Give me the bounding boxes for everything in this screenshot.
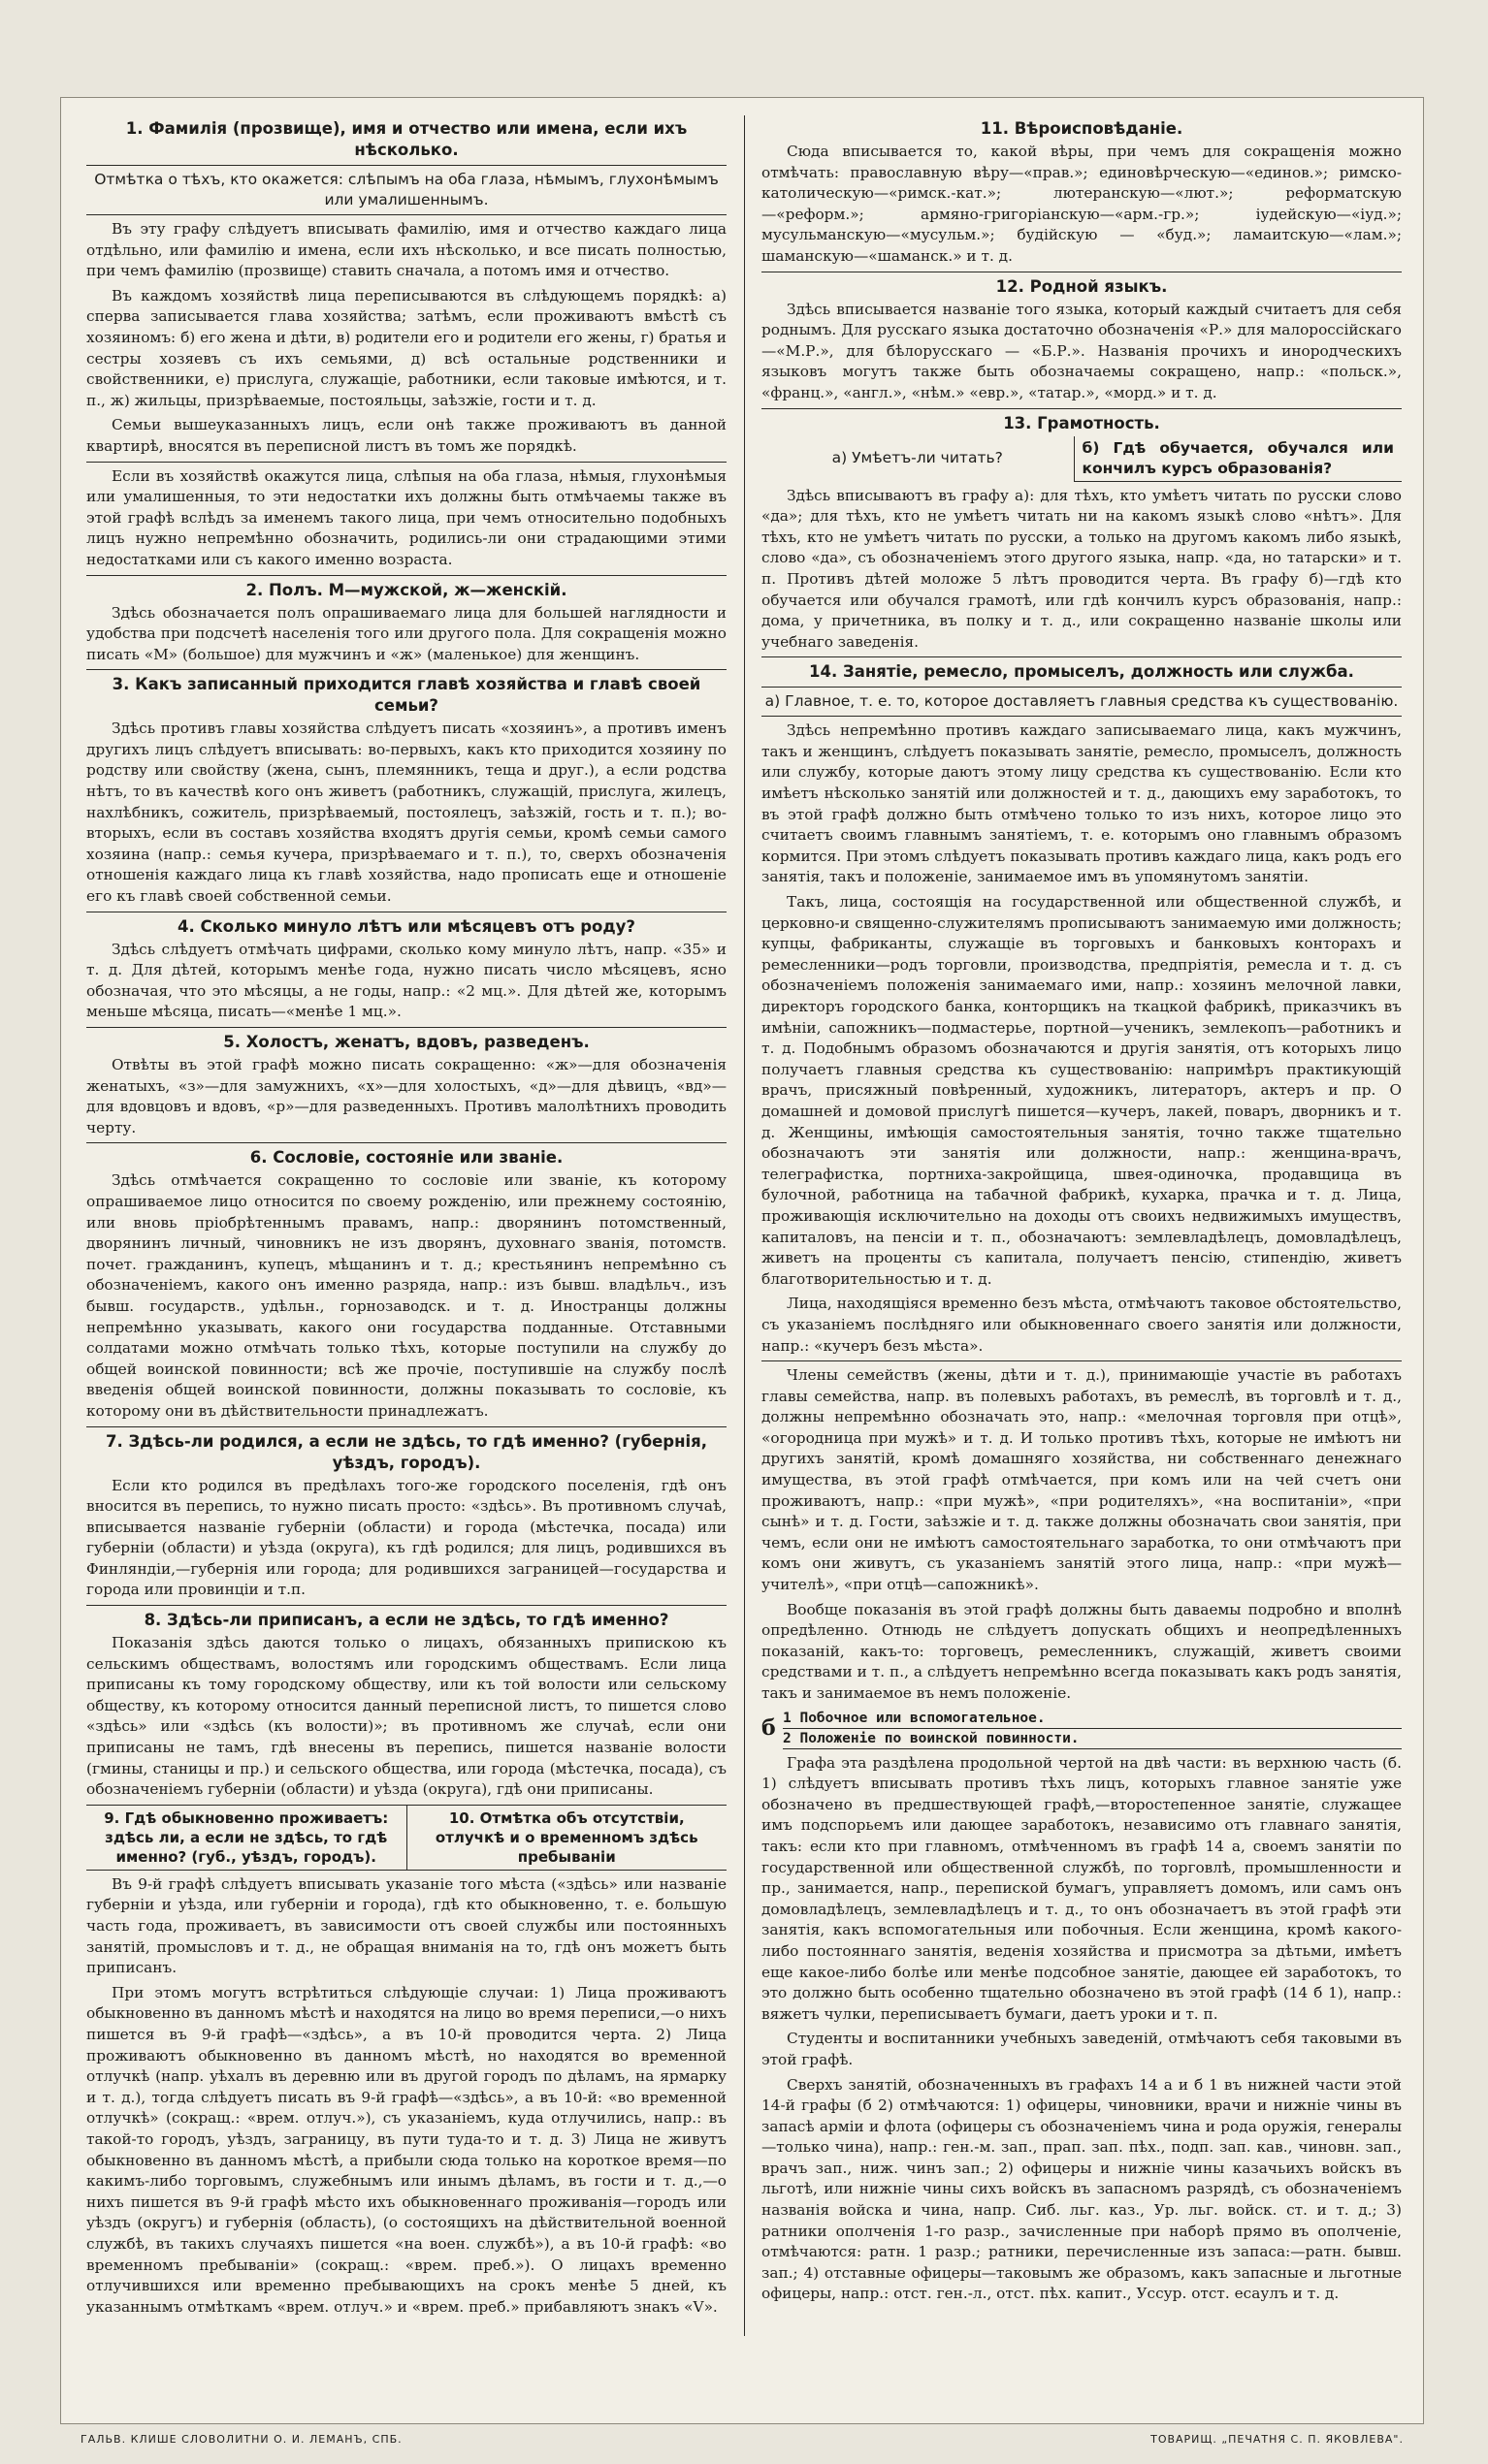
section-11-paragraph: Сюда вписывается то, какой вѣры, при чемъ для сокращенія можно отмѣчать: православную вѣру—«прав.»; единовѣрческую—«единов.»; римско-католическую—«римск.-кат.»; лютеранскую—«лют.»; реформатскую—«реформ.»; армяно-григоріанскую—«арм.-гр.»; іудейскую—«іуд.»; мусульманскую—«мусульм.»; будійскую — «буд.»; ламаитскую—«лам.»; шаманскую—«шаманск.» и т. д. (761, 143, 1402, 265)
divider-rule (761, 408, 1402, 409)
section-14-paragraph: Студенты и воспитанники учебныхъ заведеній, отмѣчаютъ себя таковыми въ этой графѣ. (761, 2030, 1402, 2068)
section-14-b2-title: 2 Положеніе по воинской повинности. (783, 1729, 1402, 1749)
section-5-paragraph: Отвѣты въ этой графѣ можно писать сокращенно: «ж»—для обозначенія женатыхъ, «з»—для замужнихъ, «х»—для холостыхъ, «д»—для дѣвицъ, «вд»—для вдовцовъ и вдовъ, «р»—для разведенныхъ. Противъ малолѣтнихъ проводить черту. (86, 1056, 727, 1136)
divider-rule (86, 575, 727, 576)
section-12-title: 12. Родной языкъ. (995, 276, 1168, 296)
section-14-b-lines (783, 1709, 1402, 1749)
section-1-paragraph: Въ эту графу слѣдуетъ вписывать фамилію, имя и отчество каждаго лица отдѣльно, или фамилію и имена, если ихъ нѣсколько, и все писать полностью, при чемъ фамилію (прозвище) ставить сначала, а потомъ имя и отчество. (86, 220, 727, 280)
section-10-title: 10. Отмѣтка объ отсутствіи, отлучкѣ и о временномъ здѣсь пребываніи (406, 1806, 728, 1870)
section-6-paragraph: Здѣсь отмѣчается сокращенно то сословіе или званіе, къ которому опрашиваемое лицо относится по своему рожденію, или прежнему состоянію, или вновь пріобрѣтеннымъ правамъ, напр.: дворянинъ потомственный, дворянинъ личный, чиновникъ не изъ дворянъ, духовнаго званія, потомств. почет. гражданинъ, купецъ, мѣщанинъ и т. д.; крестьянинъ непремѣнно съ обозначеніемъ, какого онъ именно разряда, напр.: изъ бывш. владѣльч., изъ бывш. государств., удѣльн., горнозаводск. и т. д. Иностранцы должны непремѣнно указывать, какого они государства подданные. Отставными солдатами можно отмѣчать только тѣхъ, которые поступили на службу до общей воинской повинности; всѣ же прочіе, поступившіе на службу послѣ введенія общей воинской повинности, должны показывать то сословіе, къ которому они въ дѣйствительности принадлежатъ. (86, 1171, 727, 1420)
section-13-paragraph: Здѣсь вписываютъ въ графу а): для тѣхъ, кто умѣетъ читать по русски слово «да»; для тѣхъ, кто не умѣетъ читать ни на какомъ языкѣ слово «нѣтъ». Для тѣхъ, кто не умѣетъ читать по русски, а только на другомъ какомъ либо языкѣ, слово «да», съ обозначеніемъ этого другого языка, напр. «да, но татарски» и т. п. Противъ дѣтей моложе 5 лѣтъ проводится черта. Въ графу б)—гдѣ кто обучается или обучался грамотѣ, или гдѣ кончилъ курсъ образованія, напр.: дома, у причетника, въ полку и т. д., или сокращенно названіе школы или учебнаго заведенія. (761, 486, 1402, 651)
section-1-paragraph: Если въ хозяйствѣ окажутся лица, слѣпыя на оба глаза, нѣмыя, глухонѣмыя или умалишенныя, то эти недостатки ихъ должны быть отмѣчаемы также въ этой графѣ вслѣдъ за именемъ такого лица, при чемъ относительно подобныхъ лицъ нужно непремѣнно обозначить, родились-ли они страдающими этими недостатками или съ какого именно возраста. (86, 466, 727, 568)
section-4-paragraph: Здѣсь слѣдуетъ отмѣчать цифрами, сколько кому минуло лѣтъ, напр. «35» и т. д. Для дѣтей, которымъ менѣе года, нужно писать число мѣсяцевъ, ясно обозначая, что это мѣсяцы, а не годы, напр.: «2 мц.». Для дѣтей же, которымъ меньше мѣсяца, писать—«менѣе 1 мц.». (86, 940, 727, 1021)
section-9-title: 9. Гдѣ обыкновенно проживаетъ: здѣсь ли, а если не здѣсь, то гдѣ именно? (губ., уѣздъ, городъ). (104, 1808, 389, 1866)
census-instructions-sheet (60, 97, 1424, 2446)
divider-rule (761, 687, 1402, 688)
section-14-paragraph: Сверхъ занятій, обозначенныхъ въ графахъ 14 а и б 1 въ нижней части этой 14-й графы (б 2) отмѣчаются: 1) офицеры, чиновники, врачи и нижніе чины въ запасѣ арміи и флота (офицеры съ обозначеніемъ чина и рода оружія, генералы—только чина), напр.: ген.-м. зап., прап. зап. пѣх., подп. зап. кав., чиновн. зап., врачъ зап., ниж. чинъ зап.; 2) офицеры и нижніе чины казачьихъ войскъ въ льготѣ, или нижніе чины сихъ войскъ въ запасномъ разрядѣ, съ обозначеніемъ названія войска и чина, напр. Сиб. льг. каз., Ур. льг. войск. ст. и т. д.; 3) ратники ополченія 1-го разр., зачисленные при наборѣ прямо въ ополченіе, отмѣчаются: ратн. 1 разр.; ратники, перечисленные изъ запаса:—ратн. бывш. зап.; 4) отставные офицеры—таковымъ же образомъ, какъ запасные и льготные офицеры, напр.: отст. ген.-л., отст. пѣх. капит., Уссур. отст. есаулъ и т. д. (761, 2075, 1402, 2303)
section-4-title: 4. Сколько минуло лѣтъ или мѣсяцевъ отъ роду? (177, 916, 636, 936)
section-3-title: 3. Какъ записанный приходится главѣ хозяйства и главѣ своей семьи? (112, 675, 701, 716)
section-13-a: а) Умѣетъ-ли читать? (831, 449, 1003, 467)
right-column (761, 115, 1402, 2346)
divider-rule (86, 1426, 727, 1427)
divider-rule (761, 716, 1402, 717)
section-13-b: б) Гдѣ обучается, обучался или кончилъ курсъ образованія? (1074, 436, 1403, 482)
section-8-title: 8. Здѣсь-ли приписанъ, а если не здѣсь, то гдѣ именно? (144, 1611, 669, 1630)
section-14-b1-title: 1 Побочное или вспомогательное. (783, 1709, 1402, 1729)
section-14-subtitle: а) Главное, т. е. то, которое доставляетъ главныя средства къ существованію. (764, 692, 1399, 711)
divider-rule (761, 1360, 1402, 1361)
section-1-subtitle: Отмѣтка о тѣхъ, кто окажется: слѣпымъ на оба глаза, нѣмымъ, глухонѣмымъ или умалишеннымъ. (94, 171, 719, 208)
footer-left-imprint: ГАЛЬВ. КЛИШЕ СЛОВОЛИТНИ О. И. ЛЕМАНЪ, СПБ. (81, 2433, 403, 2446)
section-14-paragraph: Члены семействъ (жены, дѣти и т. д.), принимающіе участіе въ работахъ главы семейства, напр. въ полевыхъ работахъ, въ ремеслѣ, въ торговлѣ и т. д., должны непремѣнно обозначать это, напр.: «мелочная торговля при отцѣ», «огородница при мужѣ» и т. д. И только противъ тѣхъ, которые не имѣютъ ни другихъ занятій, кромѣ домашняго хозяйства, ни собственнаго денежнаго имущества, въ этой графѣ отмѣчается, при комъ или на чей счетъ они проживаютъ, напр.: «при мужѣ», «при родителяхъ», «на воспитаніи», «при сынѣ» и т. д. Гости, заѣзжіе и т. д. также должны обозначать свои занятія, при чемъ, если они не имѣютъ самостоятельнаго заработка, то они отмѣчаютъ при комъ они живутъ, съ указаніемъ занятій этого лица, напр.: «при мужѣ—учителѣ», «при отцѣ—сапожникѣ». (761, 1366, 1402, 1594)
section-8-paragraph: Показанія здѣсь даются только о лицахъ, обязанныхъ припискою къ сельскимъ обществамъ, волостямъ или городскимъ обществамъ. Если лица приписаны къ тому городскому обществу, или къ той волости или сельскому обществу, къ которому относится данный переписной листъ, то пишется слово «здѣсь» или «здѣсь (къ волости)»; въ противномъ же случаѣ, если они приписаны не тамъ, гдѣ внесены въ перепись, пишется названіе волости (гмины, станицы и пр.) и сельского общества, или города (мѣстечка, посада), съ обозначеніемъ губерніи (области) и уѣзда (округа), гдѣ они приписаны. (86, 1634, 727, 1799)
section-6-title: 6. Сословіе, состояніе или званіе. (249, 1148, 564, 1168)
left-column (86, 115, 727, 2346)
section-13-columns (761, 436, 1402, 482)
column-divider (744, 115, 745, 2336)
section-14-paragraph: Вообще показанія въ этой графѣ должны быть даваемы подробно и вполнѣ опредѣленно. Отнюдь не слѣдуетъ допускать общихъ и неопредѣленныхъ показаній, какъ-то: торговецъ, ремесленникъ, служащій, живетъ своими средствами и т. п., а слѣдуетъ непремѣнно всегда показывать какъ родъ занятія, такъ и занимаемое въ немъ положеніе. (761, 1600, 1402, 1702)
section-9-10-header (86, 1805, 727, 1871)
divider-rule (86, 669, 727, 670)
section-14-b-header (761, 1709, 1402, 1749)
section-1-paragraph: Въ каждомъ хозяйствѣ лица переписываются въ слѣдующемъ порядкѣ: а) сперва записывается глава хозяйства; затѣмъ, если проживаютъ вмѣстѣ съ хозяиномъ: б) его жена и дѣти, в) родители его и родители его жены, г) братья и сестры хозяевъ съ ихъ семьями, д) всѣ остальные родственники и свойственники, е) прислуга, служащіе, работники, если таковые имѣются, и т. п., ж) жильцы, призрѣваемые, постояльцы, заѣзжіе, гости и т. д. (86, 286, 727, 409)
divider-rule (86, 1605, 727, 1606)
section-14-paragraph: Лица, находящіяся временно безъ мѣста, отмѣчаютъ таковое обстоятельство, съ указаніемъ послѣдняго или обыкновеннаго своего занятія или должности, напр.: «кучеръ безъ мѣста». (761, 1295, 1402, 1355)
section-14-b-mark: б (761, 1714, 776, 1741)
section-7-title: 7. Здѣсь-ли родился, а если не здѣсь, то гдѣ именно? (губернія, уѣздъ, городъ). (105, 1431, 708, 1472)
section-11-title: 11. Вѣроисповѣданіе. (980, 119, 1183, 138)
section-5-title: 5. Холостъ, женатъ, вдовъ, разведенъ. (223, 1033, 590, 1051)
printer-footer (81, 2433, 1404, 2456)
divider-rule (86, 1027, 727, 1028)
section-2-paragraph: Здѣсь обозначается полъ опрашиваемаго лица для большей наглядности и удобства при подсчетѣ населенія того или другого пола. Для сокращенія можно писать «М» (большое) для мужчинъ и «ж» (маленькое) для женщинъ. (86, 603, 727, 663)
section-12-paragraph: Здѣсь вписывается названіе того языка, который каждый считаетъ для себя роднымъ. Для русскаго языка достаточно обозначенія «Р.» для малороссійскаго—«М.Р.», для бѣлорусскаго — «Б.Р.». Названія прочихъ и инородческихъ языковъ могутъ также быть обозначаемы сокращено, напр.: «польск.», «франц.», «англ.», «нѣм.» «евр.», «татар.», «морд.» и т. д. (761, 300, 1402, 401)
footer-right-imprint: ТОВАРИЩ. „ПЕЧАТНЯ С. П. ЯКОВЛЕВА". (1150, 2433, 1404, 2446)
section-7-paragraph: Если кто родился въ предѣлахъ того-же городского поселенія, гдѣ онъ вносится въ перепись, то нужно писать просто: «здѣсь». Въ противномъ случаѣ, вписывается названіе губерніи (области) и города (мѣстечка, посада) или губерніи (области) и уѣзда (округа), къ гдѣ родился; для лицъ, родившихся въ Финляндіи,—губернія или города; для родившихся заграницей—государства и города или провинціи и т.п. (86, 1476, 727, 1599)
section-1-title: 1. Фамилія (прозвище), имя и отчество или имена, если ихъ нѣсколько. (125, 119, 688, 159)
section-13-title: 13. Грамотность. (1003, 413, 1160, 432)
section-14-paragraph: Такъ, лица, состоящія на государственной или общественной службѣ, и церковно-и священно-служителямъ прописываютъ занимаемую ими должность; купцы, фабриканты, служащіе въ торговыхъ и банковыхъ конторахъ и ремесленники—родъ торговли, производства, предпріятія, ремесла и т. д. съ обозначеніемъ положенія занимаемаго ими, напр.: хозяинъ мелочной лавки, директоръ городского банка, конторщикъ на ткацкой фабрикѣ, приказчикъ въ имѣніи, сапожникъ—подмастерье, портной—ученикъ, землекопъ—работникъ и т. д. Подобнымъ образомъ обозначаются и другія занятія, отъ которыхъ лицо получаетъ главныя средства къ существованію: напримѣръ практикующій врачъ, присяжный повѣренный, художникъ, литераторъ, актеръ и пр. О домашней и домовой прислугѣ пишется—кучеръ, лакей, поваръ, дворникъ и т. д. Женщины, имѣющія самостоятельныя занятія, точно также тщательно обозначаютъ эти занятія или должности, напр.: женщина-врачъ, телеграфистка, портниха-закройщица, швея-одиночка, продавщица въ булочной, работница на табачной фабрикѣ, кухарка, прачка и т. д. Лица, проживающія исключительно на доходы отъ своихъ недвижимыхъ имуществъ, капиталовъ, на пенсіи и т. п., обозначаютъ: землевладѣлецъ, домовладѣлецъ, живетъ на проценты съ капитала, получаетъ пенсію, стипендію, живетъ благотворительностью и т. д. (761, 893, 1402, 1288)
section-1-paragraph: Семьи вышеуказанныхъ лицъ, если онѣ также проживаютъ въ данной квартирѣ, вносятся въ переписной листъ въ томъ же порядкѣ. (86, 416, 727, 455)
section-14-title: 14. Занятіе, ремесло, промыселъ, должность или служба. (809, 662, 1354, 682)
divider-rule (86, 462, 727, 463)
section-14-paragraph: Графа эта раздѣлена продольной чертой на двѣ части: въ верхнюю часть (б. 1) слѣдуетъ вписывать противъ тѣхъ лицъ, которыхъ главное занятіе уже обозначено въ предшествующей графѣ,—второстепенное занятіе, служащее имъ подспорьемъ или дающее заработокъ, независимо отъ главнаго занятія, такъ: если кто при главномъ, отмѣченномъ въ графѣ 14 а, своемъ занятіи по государственной или общественной службѣ, по торговлѣ, промышленности и пр., занимается, напр., перепиской бумагъ, управляетъ домомъ, или самъ онъ домовладѣлецъ, землевладѣлецъ и т. д., то онъ обозначаетъ въ этой графѣ эти занятія, какъ вспомогательныя или побочныя. Если женщина, кромѣ какого-либо постояннаго занятія, веденія хозяйства и присмотра за дѣтьми, имѣетъ еще какое-либо болѣе или менѣе подсобное занятіе, дающее ей заработокъ, то это должно быть особенно тщательно обозначено въ этой графѣ (14 б 1), напр.: вяжетъ чулки, переписываетъ бумаги, даетъ уроки и т. п. (761, 1753, 1402, 2023)
section-9-paragraph: При этомъ могутъ встрѣтиться слѣдующіе случаи: 1) Лица проживаютъ обыкновенно въ данномъ мѣстѣ и находятся на лицо во время переписи,—о нихъ пишется въ 9-й графѣ—«здѣсь», а въ 10-й проводится черта. 2) Лица проживаютъ обыкновенно въ данномъ мѣстѣ, но находятся во временной отлучкѣ (напр. уѣхалъ въ деревню или въ другой городъ по дѣламъ, на ярмарку и т. д.), тогда слѣдуетъ писать въ 9-й графѣ—«здѣсь», а въ 10-й: «во временной отлучкѣ» (сокращ.: «врем. отлуч.»), съ указаніемъ, куда отлучились, напр.: въ такой-то городъ, уѣздъ, заграницу, въ пути туда-то и т. д. 3) Лица не живутъ обыкновенно въ данномъ мѣстѣ, а прибыли сюда только на короткое время—по какимъ-либо торговымъ, служебнымъ или инымъ дѣламъ, въ гости и т. д.,—о нихъ пишется въ 9-й графѣ мѣсто ихъ обыкновеннаго проживанія—городъ или уѣздъ (округъ) и губернія (область), (о состоящихъ на дѣйствительной военной службѣ, въ такихъ случаяхъ пишется «на воен. службѣ»), а въ 10-й графѣ: «во временномъ пребываніи» (сокращ.: «врем. преб.»). О лицахъ временно отлучившихся или временно пребывающихъ на срокъ менѣе 5 дней, къ указаннымъ отмѣткамъ «врем. отлуч.» и «врем. преб.» прибавляютъ знакъ «V». (86, 1983, 727, 2316)
section-3-paragraph: Здѣсь противъ главы хозяйства слѣдуетъ писать «хозяинъ», а противъ именъ другихъ лицъ слѣдуетъ вписывать: во-первыхъ, какъ кто приходится хозяину по родству или свойству (жена, сынъ, племянникъ, теща и друг.), а если родства нѣтъ, то въ качествѣ кого онъ живетъ (работникъ, служащій, прислуга, жилецъ, нахлѣбникъ, сожитель, призрѣваемый, постоялецъ, заѣзжій, гость и т. п.); во-вторыхъ, если въ составъ хозяйства входятъ другія семьи, кромѣ семьи самого хозяина (напр.: семья кучера, призрѣваемаго и т. п.), то, сверхъ обозначенія отношенія каждаго лица къ главѣ хозяйства, надо прописать еще и отношеніе его къ главѣ своей собственной семьи. (86, 720, 727, 906)
section-9-paragraph: Въ 9-й графѣ слѣдуетъ вписывать указаніе того мѣста («здѣсь» или названіе губерніи и уѣзда, или губерніи и города), гдѣ кто обыкновенно, т. е. большую часть года, проживаетъ, въ зависимости отъ своей службы или постоянныхъ занятій, промысловъ и т. д., не обращая вниманія на то, гдѣ онъ можетъ быть приписанъ. (86, 1874, 727, 1977)
section-14-paragraph: Здѣсь непремѣнно противъ каждаго записываемаго лица, какъ мужчинъ, такъ и женщинъ, слѣдуетъ показывать занятіе, ремесло, промыселъ, должность или службу, которые даютъ этому лицу средства къ существованію. Если кто имѣетъ нѣсколько занятій или должностей и т. д., дающихъ ему заработокъ, то въ этой графѣ должно быть отмѣчено только то изъ нихъ, которое лицо это считаетъ своимъ главнымъ занятіемъ, т. е. которымъ оно главнымъ образомъ кормится. При этомъ слѣдуетъ показывать противъ каждаго лица, какъ родъ его занятія, такъ и положеніе, занимаемое имъ въ упомянутомъ занятіи. (761, 721, 1402, 886)
divider-rule (86, 165, 727, 166)
divider-rule (86, 214, 727, 215)
section-2-title: 2. Полъ. М—мужской, ж—женскій. (245, 580, 567, 599)
divider-rule (86, 1142, 727, 1143)
divider-rule (761, 656, 1402, 657)
